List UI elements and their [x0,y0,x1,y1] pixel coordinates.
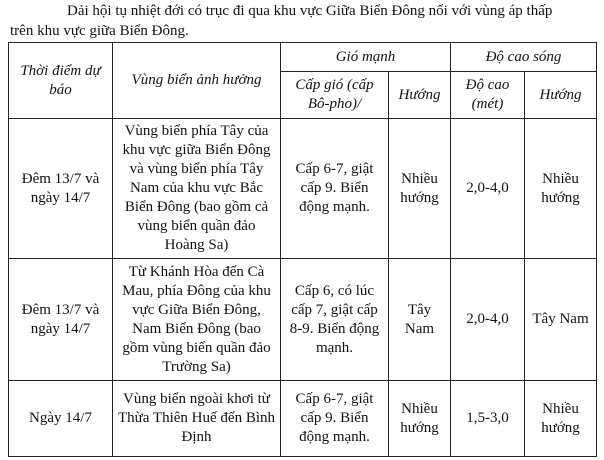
cell-wind-level: Cấp 6-7, giật cấp 9. Biển động mạnh. [281,381,389,457]
intro-line-1: Dải hội tụ nhiệt đới có trục đi qua khu vực Giữa Biển Đông nối với vùng áp thấp [67,3,553,19]
intro-line-2: trên khu vực giữa Biển Đông. [10,23,189,39]
cell-wind-direction: Nhiều hướng [389,119,451,259]
cell-wave-height: 1,5-3,0 [451,381,525,457]
cell-wave-height: 2,0-4,0 [451,259,525,381]
cell-time: Đêm 13/7 và ngày 14/7 [9,119,113,259]
cell-area: Từ Khánh Hòa đến Cà Mau, phía Đông của khu vực Giữa Biển Đông, Nam Biển Đông (bao gồm vùng biển quần đảo Trường Sa) [113,259,281,381]
cell-area: Vùng biển phía Tây của khu vực giữa Biển Đông và vùng biển phía Tây Nam của khu vực Bắc Biển Đông (bao gồm cả vùng biển quần đảo Hoàng Sa) [113,119,281,259]
cell-wind-direction: Nhiều hướng [389,381,451,457]
cell-area: Vùng biển ngoài khơi từ Thừa Thiên Huế đến Bình Định [113,381,281,457]
table-header-row [9,43,597,72]
intro-paragraph [0,0,604,41]
header-time: Thời điểm dự báo [9,43,113,119]
cell-wave-direction: Nhiều hướng [525,381,597,457]
cell-time: Đêm 13/7 và ngày 14/7 [9,259,113,381]
header-wind-direction: Hướng [389,72,451,119]
cell-wind-level: Cấp 6, có lúc cấp 7, giật cấp 8-9. Biển động mạnh. [281,259,389,381]
header-wave-direction: Hướng [525,72,597,119]
cell-wind-direction: Tây Nam [389,259,451,381]
cell-wave-height: 2,0-4,0 [451,119,525,259]
cell-wave-direction: Tây Nam [525,259,597,381]
table-row [9,381,597,457]
header-wind-level: Cấp gió (cấp Bô-pho)/ [281,72,389,119]
cell-wave-direction: Nhiều hướng [525,119,597,259]
header-wave-height: Độ cao (mét) [451,72,525,119]
table-row [9,259,597,381]
table-row [9,119,597,259]
header-wave-group: Độ cao sóng [451,43,597,72]
header-wind-group: Gió mạnh [281,43,451,72]
cell-wind-level: Cấp 6-7, giật cấp 9. Biển động mạnh. [281,119,389,259]
cell-time: Ngày 14/7 [9,381,113,457]
header-area: Vùng biển ảnh hưởng [113,43,281,119]
forecast-table [8,42,597,457]
